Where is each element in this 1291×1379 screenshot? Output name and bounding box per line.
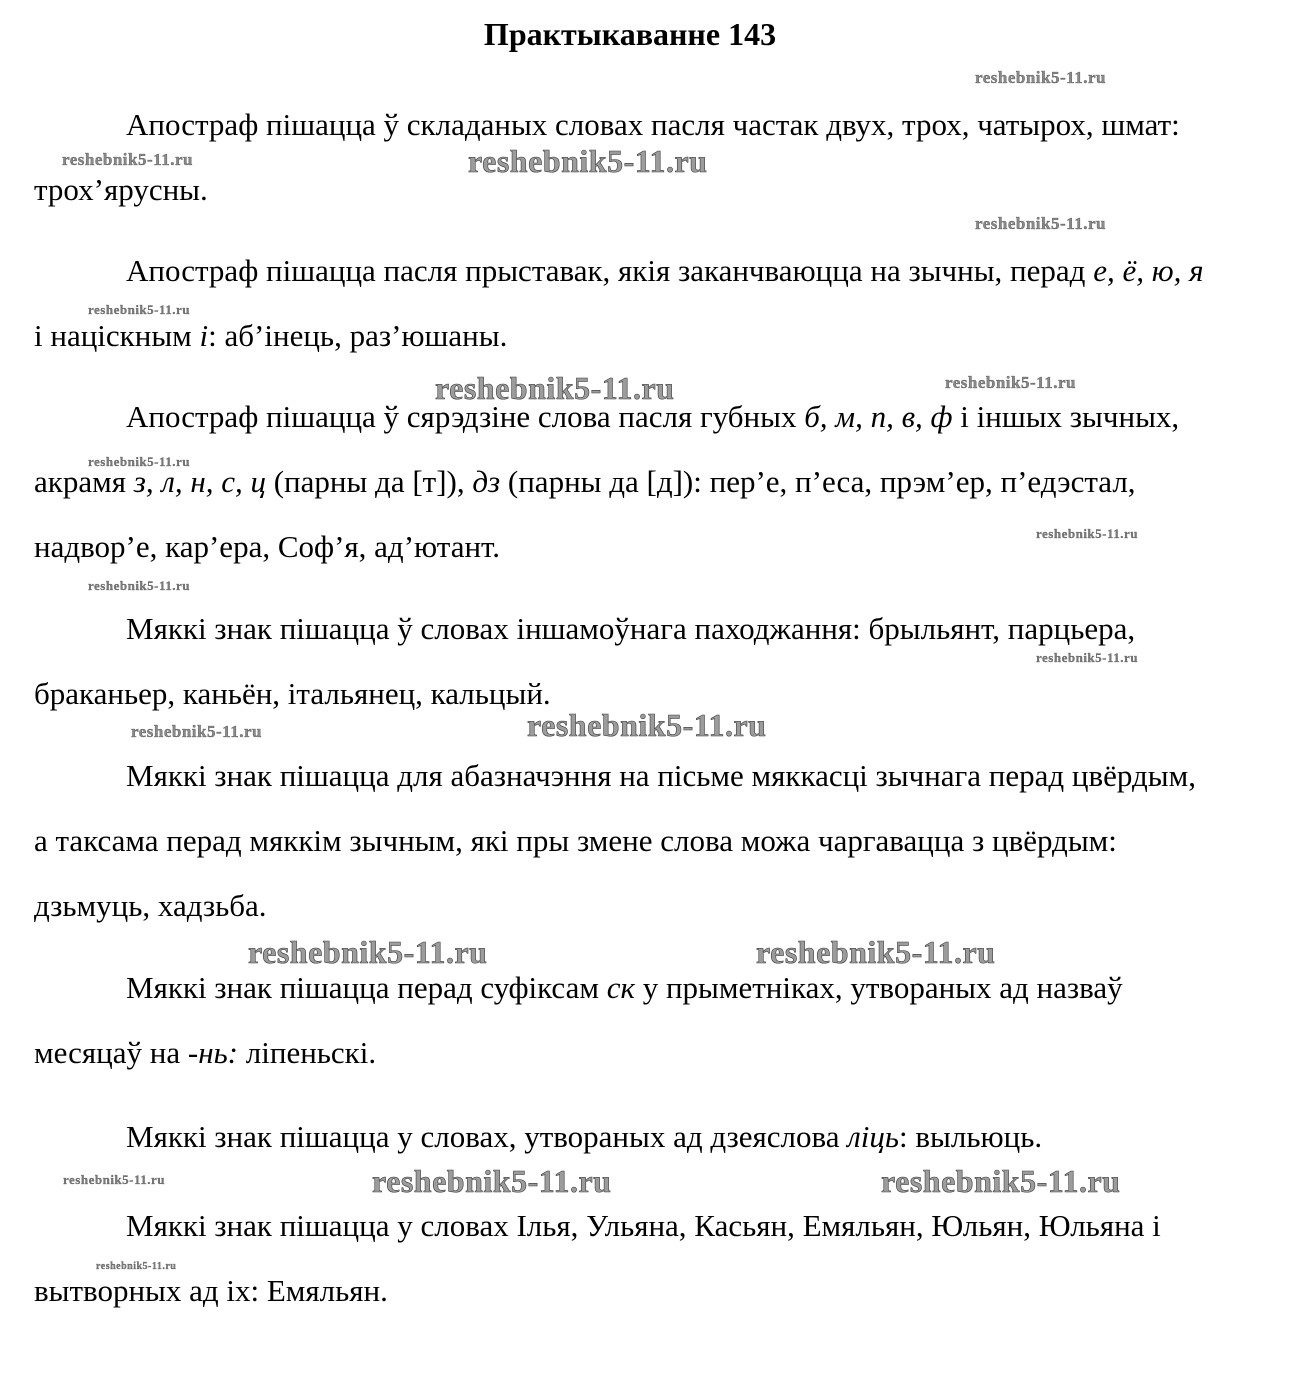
watermark: reshebnik5-11.ru	[975, 214, 1106, 233]
rule-text: і іншых зычных, акрамя	[34, 399, 1180, 499]
rule-italic: дз	[472, 464, 501, 499]
rule-text: Мяккі знак пішацца ў словах іншамоўнага паходжання: брыльянт, парцьера, браканьер, каньён, італьянец, кальцый.	[34, 611, 1136, 711]
watermark: reshebnik5-11.ru	[1036, 526, 1139, 541]
rule-text: (парны да [т]),	[265, 464, 473, 499]
rule-paragraph-5	[34, 743, 1214, 938]
rule-italic: ск	[606, 970, 635, 1005]
rule-text: Мяккі знак пішацца у словах, утвораных ад дзеяслова	[126, 1119, 848, 1154]
watermark: reshebnik5-11.ru	[372, 1163, 612, 1199]
rule-text: Мяккі знак пішацца перад суфіксам	[126, 970, 607, 1005]
rule-paragraph-7	[34, 1104, 1214, 1169]
watermark: reshebnik5-11.ru	[88, 454, 191, 469]
watermark: reshebnik5-11.ru	[1036, 650, 1139, 665]
rule-text: Мяккі знак пішацца для абазначэння на пісьме мяккасці зычнага перад цвёрдым, а таксама перад мяккім зычным, які пры змене слова можа чаргавацца з цвёрдым: дзьмуць, хадзьба.	[34, 758, 1196, 923]
rule-text: і націскным	[34, 318, 200, 353]
watermark: reshebnik5-11.ru	[88, 302, 191, 317]
rule-text: у прыметніках, утвораных ад назваў месяцаў на	[34, 970, 1123, 1070]
watermark: reshebnik5-11.ru	[945, 373, 1076, 392]
watermark: reshebnik5-11.ru	[96, 1261, 177, 1272]
rule-italic: і	[199, 318, 209, 353]
watermark: reshebnik5-11.ru	[248, 934, 488, 970]
rule-text: Апостраф пішацца ў сярэдзіне слова пасля губных	[126, 399, 805, 434]
rule-italic: б, м, п, в, ф	[804, 399, 953, 434]
watermark: reshebnik5-11.ru	[756, 934, 996, 970]
rule-paragraph-2	[34, 238, 1214, 368]
watermark: reshebnik5-11.ru	[975, 68, 1106, 87]
watermark: reshebnik5-11.ru	[527, 707, 767, 743]
rule-italic: з, л, н, с, ц	[133, 464, 266, 499]
watermark: reshebnik5-11.ru	[131, 722, 262, 741]
rule-italic: ліць	[847, 1119, 900, 1154]
rule-paragraph-6	[34, 955, 1214, 1085]
rule-paragraph-3	[34, 384, 1214, 579]
rule-paragraph-8	[34, 1193, 1214, 1323]
rule-text: Мяккі знак пішацца у словах Ілья, Ульяна, Касьян, Емяльян, Юльян, Юльяна і вытворных ад іх: Емяльян.	[34, 1208, 1161, 1308]
page-title: Практыкаванне 143	[483, 16, 777, 52]
rule-text: : аб’інець, раз’юшаны.	[208, 318, 508, 353]
watermark: reshebnik5-11.ru	[881, 1163, 1121, 1199]
rule-text: Апостраф пішацца пасля прыставак, якія заканчваюцца на зычны, перад	[126, 253, 1094, 288]
rule-italic: -нь:	[187, 1035, 239, 1070]
watermark: reshebnik5-11.ru	[88, 578, 191, 593]
watermark: reshebnik5-11.ru	[468, 143, 708, 179]
rule-italic: е, ё, ю, я	[1093, 253, 1204, 288]
watermark: reshebnik5-11.ru	[435, 370, 675, 406]
rule-text: ліпеньскі.	[238, 1035, 377, 1070]
rule-text: (парны да [д]): пер’е, п’еса, прэм’ер, п’едэстал, надвор’е, кар’ера, Соф’я, ад’ютант.	[34, 464, 1136, 564]
watermark: reshebnik5-11.ru	[62, 150, 193, 169]
rule-text: Апостраф пішацца ў складаных словах пасля частак двух, трох, чатырох, шмат: трох’ярусны.	[34, 107, 1180, 207]
rule-text: : выльюць.	[899, 1119, 1043, 1154]
watermark: reshebnik5-11.ru	[63, 1172, 166, 1187]
